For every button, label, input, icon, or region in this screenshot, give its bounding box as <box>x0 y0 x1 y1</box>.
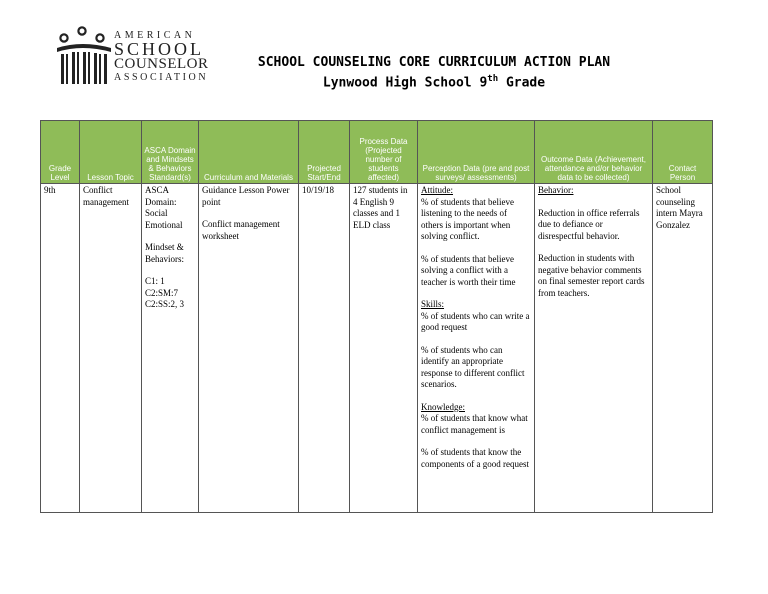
cell-process-data: 127 students in 4 English 9 classes and 1 ELD class <box>350 184 418 513</box>
cell-curriculum-materials <box>199 184 299 513</box>
table-header-row <box>41 121 713 184</box>
logo-line-school: SCHOOL <box>114 39 205 59</box>
cell-projected-dates: 10/19/18 <box>299 184 350 513</box>
document-title-block <box>210 55 658 91</box>
asca-wordmark <box>114 30 209 84</box>
standard-c2-ss: C2:SS:2, 3 <box>145 299 185 309</box>
knowledge-item-2: % of students that know the components of a good request <box>421 447 529 469</box>
cell-lesson-topic: Conflict management <box>80 184 142 513</box>
skills-item-2: % of students who can identify an appropriate response to different conflict scenarios. <box>421 344 525 389</box>
attitude-item-2: % of students that believe solving a conflict with a teacher is worth their time <box>421 253 516 287</box>
asca-logo <box>56 26 216 88</box>
attitude-item-1: % of students that believe listening to the needs of others is important when solving conflict. <box>421 196 514 241</box>
skills-item-1: % of students who can write a good request <box>421 310 530 332</box>
asca-figures-icon <box>56 26 114 88</box>
logo-line-counselor: COUNSELOR <box>114 56 209 72</box>
knowledge-item-1: % of students that know what conflict management is <box>421 413 528 435</box>
cell-contact-person: School counseling intern Mayra Gonzalez <box>653 184 713 513</box>
subtitle-ordinal: th <box>487 74 499 84</box>
cell-outcome-data <box>535 184 653 513</box>
cell-perception-data <box>418 184 535 513</box>
skills-label: Skills: <box>421 299 445 309</box>
header-curriculum-materials: Curriculum and Materials <box>199 121 299 184</box>
header-grade-level: Grade Level <box>41 121 80 184</box>
behavior-label: Behavior: <box>538 185 574 195</box>
document-title: SCHOOL COUNSELING CORE CURRICULUM ACTION PLAN <box>257 55 611 70</box>
header-process-data: Process Data (Projected number of students affected) <box>350 121 418 184</box>
table-row <box>41 184 713 513</box>
logo-line-american: AMERICAN <box>114 30 196 41</box>
outcome-item-2: Reduction in students with negative behavior comments on final semester report cards from teachers. <box>538 253 645 298</box>
curriculum-item-worksheet: Conflict management worksheet <box>202 219 280 241</box>
outcome-item-1: Reduction in office referrals due to defiance or disrespectful behavior. <box>538 207 640 241</box>
cell-grade-level: 9th <box>41 184 80 513</box>
header-projected-dates: Projected Start/End <box>299 121 350 184</box>
header-contact-person: Contact Person <box>653 121 713 184</box>
action-plan-table <box>40 120 713 513</box>
document-subtitle <box>210 71 658 91</box>
header-asca-standards: ASCA Domain and Mindsets & Behaviors Standard(s) <box>142 121 199 184</box>
attitude-label: Attitude: <box>421 185 453 195</box>
subtitle-school: Lynwood High School 9 <box>322 75 488 91</box>
cell-asca-standards <box>142 184 199 513</box>
knowledge-label: Knowledge: <box>421 401 465 412</box>
logo-line-association: ASSOCIATION <box>114 72 209 83</box>
header-perception-data: Perception Data (pre and post surveys/ assessments) <box>418 121 535 184</box>
header-outcome-data: Outcome Data (Achievement, attendance and/or behavior data to be collected) <box>535 121 653 184</box>
curriculum-item-lesson: Guidance Lesson Power point <box>202 185 290 207</box>
standard-c2-sm: C2:SM:7 <box>145 287 179 298</box>
standard-c1: C1: 1 <box>145 276 165 286</box>
subtitle-grade: Grade <box>498 75 546 91</box>
mindset-behaviors-heading: Mindset & Behaviors: <box>145 242 184 264</box>
header-lesson-topic: Lesson Topic <box>80 121 142 184</box>
asca-domain: ASCA Domain: Social Emotional <box>145 185 183 230</box>
